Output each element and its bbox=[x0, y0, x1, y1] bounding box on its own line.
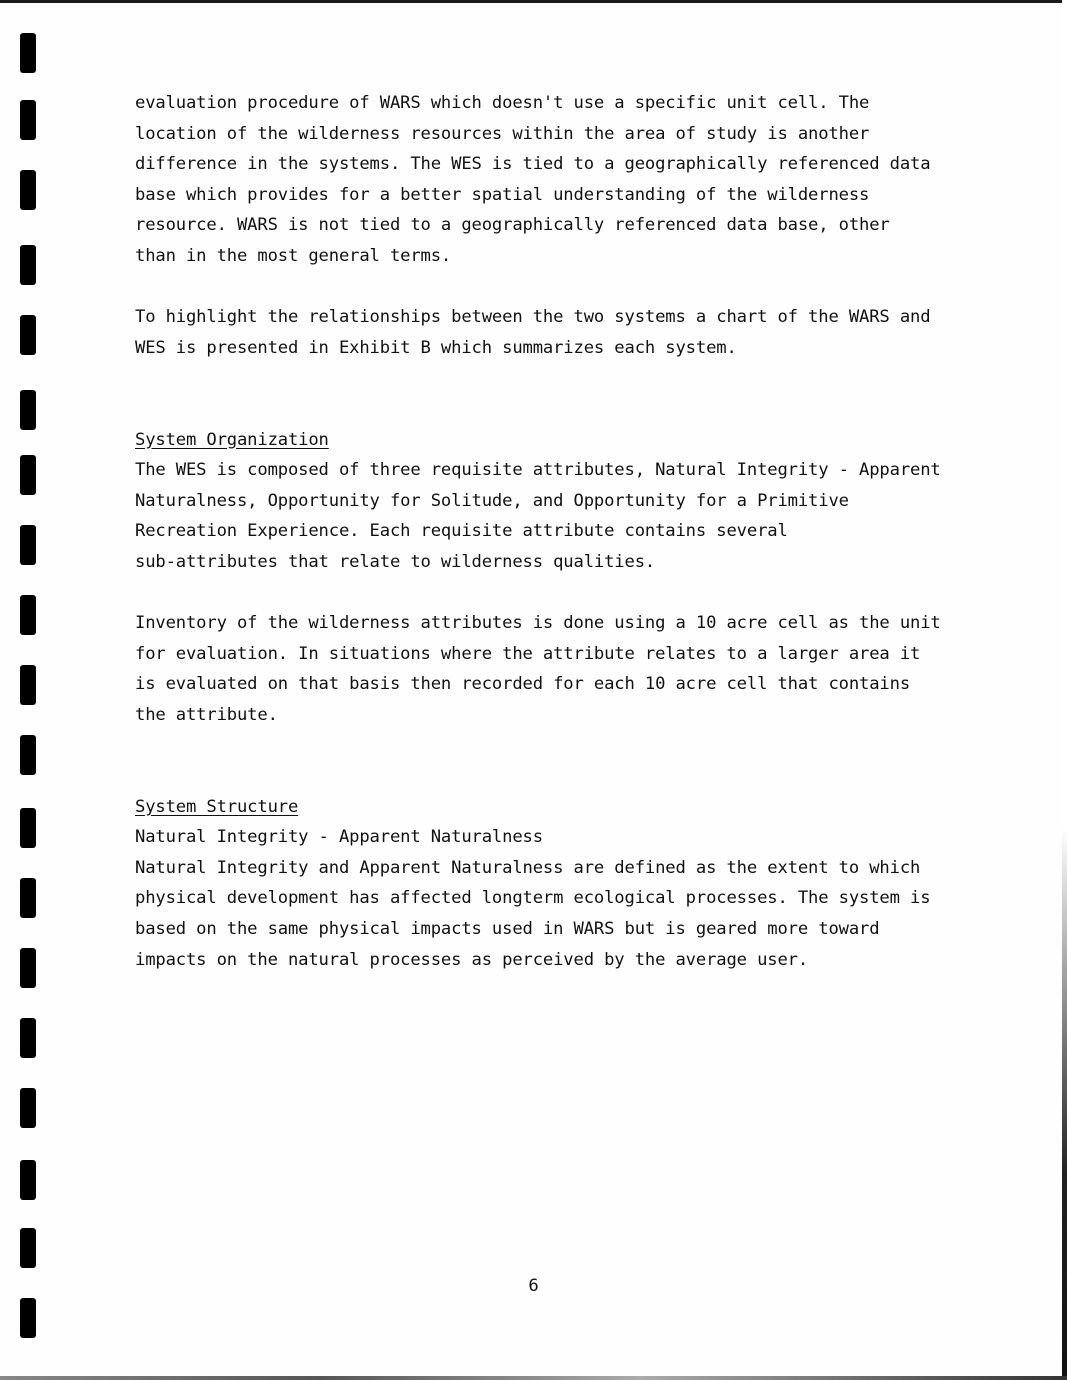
binder-punch-mark bbox=[20, 245, 36, 285]
paragraph-intro-1: evaluation procedure of WARS which doesn't use a specific unit cell. The location of the wilderness resources within the area of study is another difference in the systems. The WES is tied to a geographically referenced data base which provides for a better spatial understanding of the wilderness resource. WARS is not tied to a geographically referenced data base, other than in the most general terms. bbox=[135, 93, 931, 266]
binder-punch-mark bbox=[20, 390, 36, 430]
document-body bbox=[135, 88, 965, 975]
binder-punch-mark bbox=[20, 948, 36, 988]
paragraph-system-organization-2: Inventory of the wilderness attributes is done using a 10 acre cell as the unit for evaluation. In situations where the attribute relates to a larger area it is evaluated on that basis then recorded for each 10 acre cell that contains the attribute. bbox=[135, 613, 941, 725]
scan-edge-bottom bbox=[0, 1376, 1067, 1380]
scan-edge-right bbox=[1062, 0, 1067, 1380]
binder-punch-mark bbox=[20, 315, 36, 355]
subheading-natural-integrity: Natural Integrity - Apparent Naturalness bbox=[135, 827, 543, 848]
binder-punch-mark bbox=[20, 878, 36, 918]
binder-punch-mark bbox=[20, 33, 36, 73]
binder-punch-mark bbox=[20, 595, 36, 635]
binder-punch-mark bbox=[20, 1228, 36, 1268]
paragraph-system-organization-1: The WES is composed of three requisite attributes, Natural Integrity - Apparent Naturalness, Opportunity for Solitude, and Opportunity for a Primitive Recreation Experience. Each requisite attribute contains several sub-attributes that relate to wilderness qualities. bbox=[135, 460, 941, 572]
binder-punch-mark bbox=[20, 525, 36, 565]
binder-punch-mark bbox=[20, 1088, 36, 1128]
binder-punch-mark bbox=[20, 170, 36, 210]
binder-punch-mark bbox=[20, 1018, 36, 1058]
section-heading-system-structure: System Structure bbox=[135, 796, 299, 817]
binder-punch-mark bbox=[20, 455, 36, 495]
binder-punch-mark bbox=[20, 100, 36, 140]
binder-punch-mark bbox=[20, 1160, 36, 1200]
page-number: 6 bbox=[528, 1276, 539, 1296]
binder-punch-mark bbox=[20, 735, 36, 775]
section-heading-system-organization: System Organization bbox=[135, 429, 329, 450]
binder-punch-mark bbox=[20, 1298, 36, 1338]
scan-edge-top bbox=[0, 0, 1067, 3]
paragraph-intro-2: To highlight the relationships between the two systems a chart of the WARS and WES is presented in Exhibit B which summarizes each system. bbox=[135, 307, 931, 358]
binder-punch-mark bbox=[20, 665, 36, 705]
binder-punch-mark bbox=[20, 808, 36, 848]
paragraph-system-structure-1: Natural Integrity and Apparent Naturalness are defined as the extent to which physical development has affected longterm ecological processes. The system is based on the same physical impacts used in WARS but is geared more toward impacts on the natural processes as perceived by the average user. bbox=[135, 857, 931, 970]
